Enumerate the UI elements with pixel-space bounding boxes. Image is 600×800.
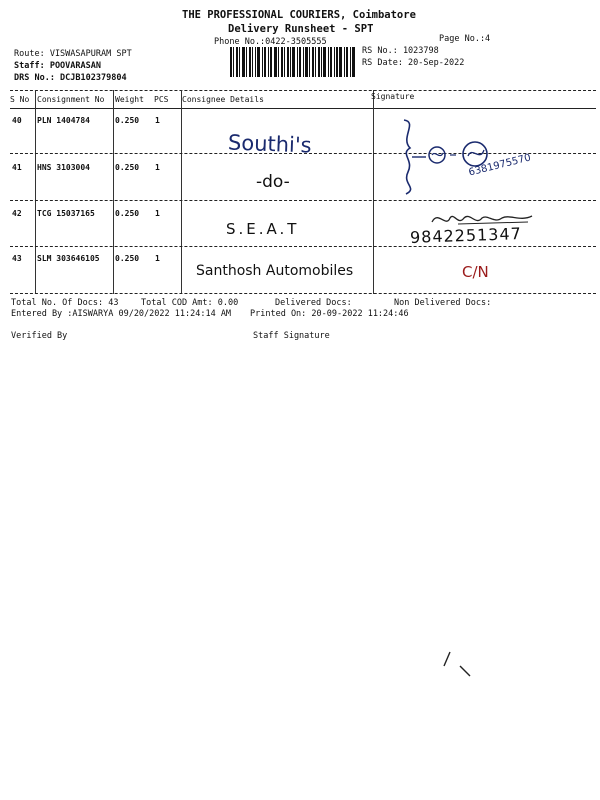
rs-date: RS Date: 20-Sep-2022 xyxy=(362,58,465,68)
verified-by: Verified By xyxy=(11,331,68,341)
row-sno: 41 xyxy=(12,163,22,172)
row-separator xyxy=(10,200,596,201)
table-top-rule xyxy=(10,90,596,91)
row-consignment: SLM 303646105 xyxy=(37,254,100,263)
col-divider xyxy=(181,90,182,294)
table-header-rule xyxy=(10,108,596,109)
row-weight: 0.250 xyxy=(115,163,140,172)
col-divider xyxy=(373,90,374,294)
document-title: Delivery Runsheet - SPT xyxy=(228,23,374,35)
barcode-icon xyxy=(230,47,356,77)
total-cod: Total COD Amt: 0.00 xyxy=(141,298,239,308)
row-consignment: TCG 15037165 xyxy=(37,209,95,218)
handwritten-consignee: Santhosh Automobiles xyxy=(196,263,354,279)
signature-scribble-icon xyxy=(428,208,538,230)
delivered-docs: Delivered Docs: xyxy=(275,298,352,308)
non-delivered-docs: Non Delivered Docs: xyxy=(394,298,492,308)
row-pcs: 1 xyxy=(155,209,160,218)
entered-by: Entered By :AISWARYA 09/20/2022 11:24:14 AM xyxy=(11,309,232,319)
row-pcs: 1 xyxy=(155,254,160,263)
handwritten-phone: 9842251347 xyxy=(409,224,523,247)
printed-on: Printed On: 20-09-2022 11:24:46 xyxy=(250,309,409,319)
col-divider xyxy=(113,90,114,294)
phone-number: Phone No.:0422-3505555 xyxy=(214,37,327,47)
pen-mark-icon xyxy=(440,648,476,682)
handwritten-consignee: -do- xyxy=(256,172,290,192)
staff-label: Staff: POOVARASAN xyxy=(14,61,101,71)
row-pcs: 1 xyxy=(155,116,160,125)
staff-signature: Staff Signature xyxy=(253,331,330,341)
col-header-pcs: PCS xyxy=(154,95,169,104)
row-weight: 0.250 xyxy=(115,209,140,218)
row-sno: 40 xyxy=(12,116,22,125)
row-consignment: HNS 3103004 xyxy=(37,163,90,172)
route-label: Route: VISWASAPURAM SPT xyxy=(14,49,132,59)
row-weight: 0.250 xyxy=(115,116,140,125)
handwritten-phone: 6381975570 xyxy=(467,152,533,179)
handwritten-consignee: Southi's xyxy=(227,130,312,158)
page-number: Page No.:4 xyxy=(439,34,491,44)
table-bottom-rule xyxy=(10,293,596,294)
col-header-consignment: Consignment No xyxy=(37,95,105,104)
row-separator xyxy=(10,246,596,247)
total-docs: Total No. Of Docs: 43 xyxy=(11,298,119,308)
col-header-consignee: Consignee Details xyxy=(182,95,264,104)
rs-number: RS No.: 1023798 xyxy=(362,46,439,56)
row-consignment: PLN 1404784 xyxy=(37,116,90,125)
row-sno: 42 xyxy=(12,209,22,218)
signature-scribble-icon xyxy=(390,112,555,198)
company-name: THE PROFESSIONAL COURIERS, Coimbatore xyxy=(182,9,416,21)
row-sno: 43 xyxy=(12,254,22,263)
row-pcs: 1 xyxy=(155,163,160,172)
row-weight: 0.250 xyxy=(115,254,140,263)
col-header-weight: Weight xyxy=(115,95,144,104)
col-divider xyxy=(35,90,36,294)
col-header-sno: S No xyxy=(10,95,30,104)
handwritten-remark: C/N xyxy=(462,263,489,281)
handwritten-consignee: S.E.A.T xyxy=(226,220,300,238)
col-header-signature: Signature xyxy=(371,92,415,101)
drs-number: DRS No.: DCJB102379804 xyxy=(14,73,127,83)
